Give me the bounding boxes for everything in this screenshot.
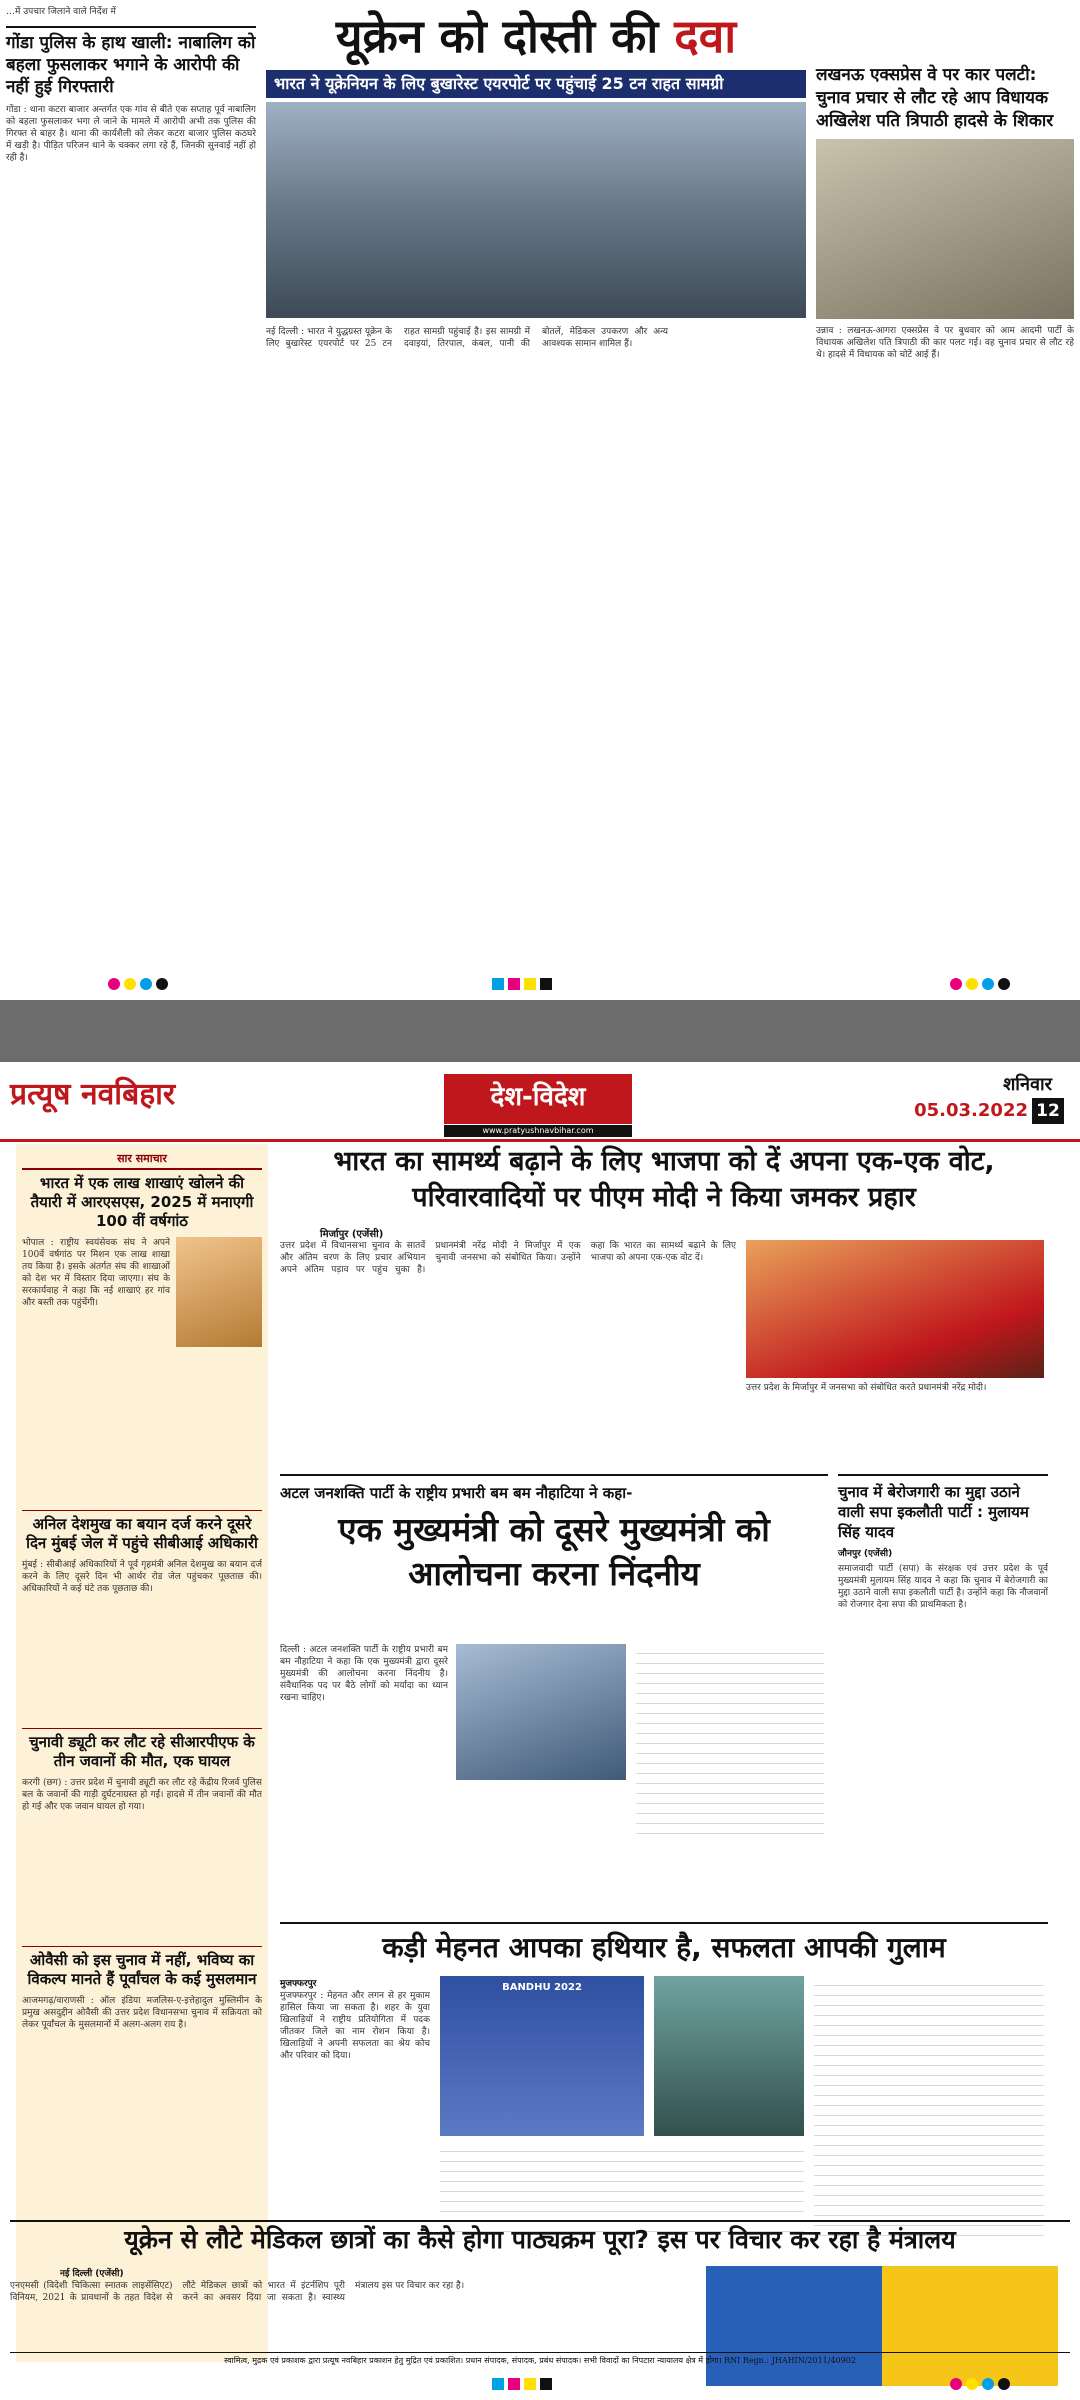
top-left-column: [6, 6, 256, 966]
lead-photo-caption: उत्तर प्रदेश के मिर्जापुर में जनसभा को संबोधित करते प्रधानमंत्री नरेंद्र मोदी।: [746, 1383, 987, 1393]
fourth-dateline: मुजफ्फरपुर: [280, 1979, 317, 1989]
masthead: [0, 1062, 1080, 1142]
paper-name-part1: प्रत्यूष: [10, 1077, 71, 1112]
paper-name-part2: नवबिहार: [80, 1077, 176, 1112]
issue-date: 05.03.2022: [914, 1100, 1028, 1121]
bottom-body: एनएमसी (विदेशी चिकित्सा स्नातक लाइसेंसिएट) विनियम, 2021 के प्रावधानों के तहत विदेश से लौटे मेडिकल छात्रों को भारत में इंटर्नशिप पूरी करने का अवसर दिया जा सकता है। स्वास्थ्य मंत्रालय इस पर विचार कर रहा है।: [10, 2281, 465, 2303]
lead-story: [280, 1144, 1048, 1474]
third-dateline: जौनपुर (एजेंसी): [838, 1549, 893, 1559]
top-left-snippet: …में उपचार जिलाने वाले निर्देश में: [6, 7, 116, 17]
top-center-headline: [266, 6, 806, 66]
top-registration-bar-center: [492, 978, 552, 990]
lead-headline: भारत का सामर्थ्य बढ़ाने के लिए भाजपा को दें अपना एक-एक वोट, परिवारवादियों पर पीएम मोदी ने किया जमकर प्रहार: [333, 1146, 995, 1213]
top-left-body: गोंडा : थाना कटरा बाजार अन्तर्गत एक गांव से बीते एक सप्ताह पूर्व नाबालिग को बहला फुसलाकर भगा ले जाने के मामले में आरोपी अभी तक पुलिस की गिरफ्त से बाहर है। थाना की कार्यशैली को लेकर कटरा बाजार पुलिस कठघरे में खड़ी है। पीड़ित परिजन थाने के चक्कर लगा रहे हैं, जिनकी सुनवाई नहीं हो रही है।: [6, 105, 256, 163]
top-page: [0, 0, 1080, 1000]
lead-photo: [746, 1240, 1044, 1378]
second-story: [280, 1474, 828, 1924]
second-photo: [456, 1644, 626, 1780]
top-center-subhead: भारत ने यूक्रेनियन के लिए बुखारेस्ट एयरपोर्ट पर पहुंचाई 25 टन राहत सामग्री: [266, 70, 806, 98]
second-headline: एक मुख्यमंत्री को दूसरे मुख्यमंत्री को आलोचना करना निंदनीय: [338, 1510, 770, 1593]
sidebar-story-photo: [176, 1237, 262, 1347]
page-number: 12: [1032, 1098, 1064, 1124]
top-left-headline: गोंडा पुलिस के हाथ खाली: नाबालिग को बहला फुसलाकर भगाने के आरोपी की नहीं हुई गिरफ्तारी: [6, 26, 256, 98]
sidebar-story-body: मुंबई : सीबीआई अधिकारियों ने पूर्व गृहमंत्री अनिल देशमुख का बयान दर्ज करने के लिए दूसरे दिन भी आर्थर रोड जेल पहुंचकर पूछताछ की। अधिकारियों ने कई घंटे तक पूछताछ की।: [22, 1560, 262, 1594]
fourth-photo-solo: [654, 1976, 804, 2136]
top-right-headline: लखनऊ एक्सप्रेस वे पर कार पलटी: चुनाव प्रचार से लौट रहे आप विधायक अखिलेश पति त्रिपाठी हादसे के शिकार: [816, 65, 1054, 131]
second-body-right: [636, 1644, 824, 1834]
sidebar-story-headline: ओवैसी को इस चुनाव में नहीं, भविष्य का विकल्प मानते हैं पूर्वांचल के कई मुसलमान: [27, 1951, 257, 1988]
top-center-headline-accent: दवा: [674, 9, 737, 63]
third-body: समाजवादी पार्टी (सपा) के संरक्षक एवं उत्तर प्रदेश के पूर्व मुख्यमंत्री मुलायम सिंह यादव ने कहा कि चुनाव में बेरोजगारी का मुद्दा उठाने वाली सपा इकलौती पार्टी है। उन्होंने कहा कि नौजवानों को रोजगार देना सपा की प्राथमिकता है।: [838, 1564, 1048, 1610]
lead-body: उत्तर प्रदेश में विधानसभा चुनाव के सातवें और अंतिम चरण के लिए प्रचार अभियान अपने अंतिम पड़ाव पर पहुंच चुका है। प्रधानमंत्री नरेंद्र मोदी ने मिर्जापुर में एक चुनावी जनसभा को संबोधित किया। उन्होंने कहा कि भारत का सामर्थ्य बढ़ाने के लिए भाजपा को अपना एक-एक वोट दें।: [280, 1241, 736, 1275]
issue-day: शनिवार: [1003, 1074, 1052, 1095]
top-right-column: [816, 6, 1074, 966]
sidebar-story: [22, 1510, 262, 1728]
top-registration-bar: [108, 978, 168, 990]
section-title: देश-विदेश: [490, 1082, 586, 1112]
top-center-body: नई दिल्ली : भारत ने युद्धग्रस्त यूक्रेन के लिए बुखारेस्ट एयरपोर्ट पर 25 टन राहत सामग्री पहुंचाई है। इस सामग्री में दवाइयां, तिरपाल, कंबल, पानी की बोतलें, मेडिकल उपकरण और अन्य आवश्यक सामान शामिल हैं।: [266, 327, 668, 349]
sidebar-label: सार समाचार: [22, 1150, 262, 1170]
main-page: [0, 1062, 1080, 2400]
paper-name: [10, 1076, 175, 1114]
fourth-body-right: [814, 1976, 1044, 2240]
sidebar-story-headline: चुनावी ड्यूटी कर लौट रहे सीआरपीएफ के तीन जवानों की मौत, एक घायल: [29, 1733, 255, 1770]
sidebar-story-body: करगी (छग) : उत्तर प्रदेश में चुनावी ड्यूटी कर लौट रहे केंद्रीय रिजर्व पुलिस बल के जवानों की गाड़ी दुर्घटनाग्रस्त हो गई। हादसे में तीन जवानों की मौत हो गई और एक जवान घायल हो गया।: [22, 1778, 262, 1812]
top-center-headline-main: यूक्रेन को दोस्ती की: [335, 9, 659, 63]
sidebar-story-body: आजमगढ़/वाराणसी : ऑल इंडिया मजलिस-ए-इत्तेहादुल मुस्लिमीन के प्रमुख असदुद्दीन ओवैसी की उत्तर प्रदेश विधानसभा चुनाव में सक्रियता को लेकर पूर्वांचल के मुसलमानों में अलग-अलग राय है।: [22, 1996, 262, 2030]
sidebar-story-headline: अनिल देशमुख का बयान दर्ज करने दूसरे दिन मुंबई जेल में पहुंचे सीबीआई अधिकारी: [26, 1515, 258, 1552]
sidebar-story-body: भोपाल : राष्ट्रीय स्वयंसेवक संघ ने अपने 100वें वर्षगांठ पर मिशन एक लाख शाखा तय किया है। इसके अंतर्गत संघ की शाखाओं को देश भर में विस्तार दिया जाएगा। संघ के सरकार्यवाह ने कहा कि नई शाखाएं हर गांव और बस्ती तक पहुंचेंगी।: [22, 1238, 170, 1308]
website-url: www.pratyushnavbihar.com: [444, 1125, 632, 1137]
footer-registration-bar: [492, 2378, 552, 2390]
fourth-banner: BANDHU 2022: [502, 1982, 582, 1993]
sidebar-story: [22, 1728, 262, 1946]
fourth-body: मुजफ्फरपुर : मेहनत और लगन से हर मुकाम हासिल किया जा सकता है। शहर के युवा खिलाड़ियों ने राष्ट्रीय प्रतियोगिता में पदक जीतकर जिले का नाम रोशन किया है। खिलाड़ियों ने अपनी सफलता का श्रेय कोच और परिवार को दिया।: [280, 1991, 430, 2061]
section-banner: [444, 1074, 632, 1124]
third-story: [838, 1474, 1048, 1884]
bottom-dateline: नई दिल्ली (एजेंसी): [60, 2269, 124, 2279]
footer-registration-dots: [950, 2378, 1010, 2390]
fourth-story: [280, 1922, 1048, 2252]
top-registration-bar-right: [950, 978, 1010, 990]
third-headline: चुनाव में बेरोजगारी का मुद्दा उठाने वाली सपा इकलौती पार्टी : मुलायम सिंह यादव: [838, 1483, 1029, 1541]
second-kicker: अटल जनशक्ति पार्टी के राष्ट्रीय प्रभारी बम बम नौहाटिया ने कहा-: [280, 1484, 633, 1502]
lead-dateline: मिर्जापुर (एजेंसी): [320, 1229, 384, 1240]
fourth-photo-group: [440, 1976, 644, 2136]
page-separator: [0, 1000, 1080, 1062]
top-right-photo: [816, 139, 1074, 319]
bottom-headline: यूक्रेन से लौटे मेडिकल छात्रों का कैसे होगा पाठ्यक्रम पूरा? इस पर विचार कर रहा है मंत्रालय: [124, 2225, 956, 2254]
footer-imprint: स्वामित्व, मुद्रक एवं प्रकाशक द्वारा प्रत्यूष नवबिहार प्रकाशन हेतु मुद्रित एवं प्रकाशित। प्रधान संपादक, संपादक, प्रबंध संपादक। सभी विवादों का निपटारा न्यायालय क्षेत्र में होगा। RNI Regn.: JHAHIN/2011/40902: [10, 2352, 1070, 2372]
sidebar-story-headline: भारत में एक लाख शाखाएं खोलने की तैयारी में आरएसएस, 2025 में मनाएगी 100 वीं वर्षगांठ: [30, 1174, 254, 1230]
top-center-story: [266, 6, 806, 966]
sidebar-story: [22, 1174, 262, 1510]
sidebar: [16, 1144, 268, 2362]
fourth-headline: कड़ी मेहनत आपका हथियार है, सफलता आपकी गुलाम: [382, 1931, 946, 1964]
second-body: दिल्ली : अटल जनशक्ति पार्टी के राष्ट्रीय प्रभारी बम बम नौहाटिया ने कहा कि एक मुख्यमंत्री द्वारा दूसरे मुख्यमंत्री की आलोचना करना निंदनीय है। संवैधानिक पद पर बैठे लोगों को मर्यादा का ध्यान रखना चाहिए।: [280, 1645, 448, 1703]
top-center-photo: [266, 102, 806, 318]
top-right-body: उन्नाव : लखनऊ-आगरा एक्सप्रेस वे पर बुधवार को आम आदमी पार्टी के विधायक अखिलेश पति त्रिपाठी की कार पलट गई। वह चुनाव प्रचार से लौट रहे थे। हादसे में विधायक को चोटें आई हैं।: [816, 326, 1074, 360]
